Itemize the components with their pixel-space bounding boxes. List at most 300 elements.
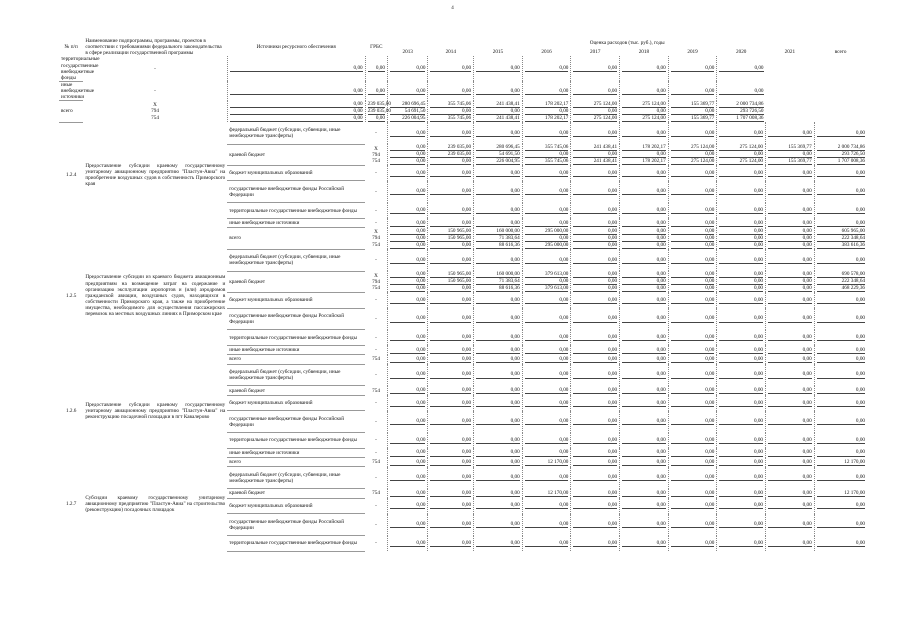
value-cell (717, 386, 766, 395)
value-cell (428, 308, 474, 330)
value: 0,00 (768, 271, 812, 278)
value-cell (428, 122, 474, 144)
value-cell (387, 364, 428, 386)
value-cell (474, 218, 523, 227)
grbs-value: - (375, 371, 377, 378)
value: 0,00 (525, 371, 569, 378)
value-cell (766, 249, 815, 271)
value-cell (766, 144, 815, 165)
value: 0,00 (430, 356, 471, 363)
value: 0,00 (622, 88, 666, 95)
value: 0,00 (525, 297, 569, 304)
value: 0,00 (573, 334, 617, 341)
value-cell (474, 489, 523, 498)
value-cell (428, 411, 474, 433)
value: 0,00 (476, 334, 520, 341)
value: 12 170,00 (817, 490, 865, 497)
value-cell (717, 228, 766, 249)
value: 0,00 (671, 130, 715, 137)
value: 383 616,36 (817, 242, 865, 249)
source-cell: краевой бюджет (227, 489, 365, 498)
value-cell (387, 448, 428, 457)
value: 0,00 (573, 228, 617, 235)
value-cell (227, 56, 365, 81)
value-cell (474, 181, 523, 203)
value: 0,00 (768, 297, 812, 304)
row-number: 1.2.6 (65, 407, 77, 414)
value: 0,00 (525, 418, 569, 425)
value-cell (387, 228, 428, 249)
value: 0,00 (390, 170, 426, 177)
grbs-cell (365, 411, 387, 433)
value: 0,00 (476, 220, 520, 227)
value: 0,00 (573, 490, 617, 497)
value: 0,00 (768, 257, 812, 264)
value: 0,00 (573, 278, 617, 285)
value: 0,00 (622, 437, 666, 444)
value-cell (717, 433, 766, 449)
grbs-value: - (375, 315, 377, 322)
value: 0,00 (622, 356, 666, 363)
value-cell (522, 345, 571, 354)
value: 0,00 (390, 459, 426, 466)
value: 0,00 (622, 207, 666, 214)
value: 0,00 (671, 371, 715, 378)
value: 0,00 (430, 315, 471, 322)
value-cell (717, 144, 766, 165)
value-cell (522, 489, 571, 498)
header-year: 2021 (784, 48, 796, 55)
value-cell (766, 355, 815, 364)
value: 0,00 (525, 474, 569, 481)
value: 0,00 (476, 170, 520, 177)
value-cell (766, 271, 815, 292)
value: 0,00 (573, 170, 617, 177)
value: 0,00 (390, 207, 426, 214)
value-cell (474, 228, 523, 249)
value: 0,00 (476, 207, 520, 214)
value-cell (474, 395, 523, 411)
value: 150 965,00 (430, 235, 471, 242)
value: 239 035,00 (367, 100, 391, 107)
value-cell (522, 536, 571, 552)
value-cell (766, 330, 815, 346)
value: 0,00 (622, 334, 666, 341)
value-cell (428, 489, 474, 498)
value: 0,00 (817, 297, 865, 304)
row-number: 1.2.7 (65, 501, 77, 508)
value: 155 369,77 (768, 158, 812, 165)
value-cell (474, 56, 523, 81)
value: 0,00 (573, 371, 617, 378)
value: 275 124,00 (573, 101, 617, 108)
value-cell (766, 433, 815, 449)
value-cell (668, 536, 717, 552)
value: 0,00 (622, 418, 666, 425)
grbs-value: - (375, 220, 377, 227)
value-cell (571, 411, 620, 433)
grbs-cell (365, 458, 387, 467)
value: 0,00 (390, 130, 426, 137)
value: 0,00 (817, 474, 865, 481)
value-cell (766, 228, 815, 249)
value-cell (814, 411, 867, 433)
value-cell (620, 165, 669, 181)
value-cell (387, 536, 428, 552)
value-cell (571, 203, 620, 219)
value: 0,00 (671, 347, 715, 354)
grbs-value: 754 (372, 490, 380, 497)
value: 0,00 (430, 387, 471, 394)
value: 0,00 (817, 130, 865, 137)
value: 71 383,64 (476, 278, 520, 285)
value-cell (766, 203, 815, 219)
value-cell (571, 536, 620, 552)
value: 293 726,50 (817, 151, 865, 158)
value-cell (571, 395, 620, 411)
value: 0,00 (671, 228, 715, 235)
header-year: 2015 (492, 48, 504, 55)
value-cell (571, 364, 620, 386)
value-cell (766, 411, 815, 433)
value: 0,00 (390, 437, 426, 444)
value: 88 616,36 (476, 285, 520, 292)
value: 12 170,00 (817, 459, 865, 466)
value: 0,00 (525, 65, 569, 72)
grbs-value: - (375, 418, 377, 425)
value: 222 348,64 (817, 278, 865, 285)
value-cell (428, 181, 474, 203)
source-cell: федеральный бюджет (субсидии, субвенции, иные межбюджетные трансферты) (227, 249, 365, 271)
value-cell (766, 514, 815, 536)
value: 0,00 (622, 474, 666, 481)
value: 0,00 (430, 188, 471, 195)
value-cell (668, 395, 717, 411)
value-cell (522, 467, 571, 489)
value-cell (717, 218, 766, 227)
value-cell (571, 458, 620, 467)
value: 0,00 (390, 65, 426, 72)
value: 0,00 (390, 371, 426, 378)
value-cell (668, 308, 717, 330)
value: 0,00 (719, 170, 763, 177)
value-cell (428, 228, 474, 249)
value: 0,00 (817, 170, 865, 177)
value: 0,00 (671, 334, 715, 341)
value-cell (522, 228, 571, 249)
value: 0,00 (671, 449, 715, 456)
grbs-cell (365, 144, 387, 165)
value: 0,00 (768, 387, 812, 394)
value-cell (620, 458, 669, 467)
value-cell (620, 536, 669, 552)
value-cell (387, 181, 428, 203)
value: 0,00 (476, 540, 520, 547)
value: 0,00 (768, 242, 812, 249)
value-cell (522, 271, 571, 292)
value-cell (474, 536, 523, 552)
value-cell (814, 292, 867, 308)
value-cell (571, 81, 620, 100)
value: 0,00 (671, 220, 715, 227)
value-cell (428, 56, 474, 81)
value-cell (814, 514, 867, 536)
value: 0,00 (768, 418, 812, 425)
value-cell (620, 228, 669, 249)
value-cell (428, 386, 474, 395)
value: 0,00 (622, 449, 666, 456)
value: 0,00 (671, 257, 715, 264)
grbs-value: 754 (372, 157, 380, 164)
value-cell (522, 364, 571, 386)
value-cell (668, 292, 717, 308)
value: 0,00 (671, 235, 715, 242)
value-cell (571, 514, 620, 536)
value: 0,00 (430, 334, 471, 341)
value: 0,00 (390, 228, 426, 235)
grbs-value: 754 (372, 459, 380, 466)
grbs-value: 794 (151, 108, 159, 115)
value: 0,00 (573, 257, 617, 264)
value: 0,00 (430, 540, 471, 547)
table-row (59, 101, 867, 122)
value: 88 616,36 (476, 242, 520, 249)
value: 0,00 (476, 88, 520, 95)
value: 0,00 (768, 188, 812, 195)
value-cell (814, 386, 867, 395)
value: 0,00 (573, 521, 617, 528)
value-cell (522, 122, 571, 144)
grbs-cell (83, 81, 227, 100)
value: 241 438,41 (573, 144, 617, 151)
value: 0,00 (671, 88, 715, 95)
value: 0,00 (525, 347, 569, 354)
value-cell (814, 448, 867, 457)
value-cell (387, 144, 428, 165)
value-cell (620, 498, 669, 514)
value-cell (620, 386, 669, 395)
value-cell (428, 203, 474, 219)
value: 0,00 (719, 490, 763, 497)
value: 0,00 (719, 285, 763, 292)
value: 0,00 (573, 474, 617, 481)
source-cell: бюджет муниципальных образований (227, 292, 365, 308)
table-row-start (59, 122, 867, 144)
source-cell: краевой бюджет (227, 386, 365, 395)
value: 0,00 (390, 474, 426, 481)
value-cell (620, 181, 669, 203)
value: 0,00 (476, 188, 520, 195)
value-cell (717, 448, 766, 457)
value-cell (571, 249, 620, 271)
value: 0,00 (817, 220, 865, 227)
value-cell (814, 536, 867, 552)
grbs-value: - (375, 207, 377, 214)
value-cell (474, 122, 523, 144)
value-cell (522, 386, 571, 395)
source-cell: бюджет муниципальных образований (227, 165, 365, 181)
grbs-cell (365, 345, 387, 354)
value-cell (428, 433, 474, 449)
value-cell (620, 514, 669, 536)
source-cell: государственные внебюджетные фонды Российской Федерации (227, 308, 365, 330)
value: 0,00 (671, 65, 715, 72)
value: 0,00 (390, 334, 426, 341)
value: 295 000,00 (525, 242, 569, 249)
value-cell (814, 395, 867, 411)
value: 0,00 (476, 371, 520, 378)
value-cell (522, 144, 571, 165)
value-cell (620, 489, 669, 498)
value: 0,00 (390, 242, 426, 249)
value: 280 696,45 (476, 144, 520, 151)
value: 0,00 (671, 459, 715, 466)
value: 0,00 (525, 334, 569, 341)
value: 0,00 (476, 449, 520, 456)
value: 0,00 (476, 130, 520, 137)
value-cell (387, 249, 428, 271)
grbs-cell (365, 536, 387, 552)
value: 0,00 (390, 151, 426, 158)
value: 0,00 (390, 387, 426, 394)
value-cell (474, 458, 523, 467)
value: 0,00 (622, 459, 666, 466)
source-cell: государственные внебюджетные фонды Российской Федерации (227, 514, 365, 536)
value-cell (571, 448, 620, 457)
value: 0,00 (390, 220, 426, 227)
value: 0,00 (719, 207, 763, 214)
value-cell (620, 81, 669, 100)
value-cell (717, 364, 766, 386)
value: 0,00 (719, 334, 763, 341)
value: 0,00 (573, 285, 617, 292)
value: 0,00 (573, 437, 617, 444)
value-cell (387, 122, 428, 144)
value-cell (474, 448, 523, 457)
value: 0,00 (671, 315, 715, 322)
value: 0,00 (719, 418, 763, 425)
value: 0,00 (525, 502, 569, 509)
value-cell (522, 56, 571, 81)
source-cell: территориальные государственные внебюджетные фонды (227, 536, 365, 552)
value: 0,00 (430, 65, 471, 72)
value: 0,00 (817, 356, 865, 363)
value: 0,00 (719, 228, 763, 235)
value-cell (428, 355, 474, 364)
value: 0,00 (622, 257, 666, 264)
value-cell (387, 165, 428, 181)
value: 178 202,17 (622, 144, 666, 151)
grbs-cell (365, 249, 387, 271)
value: 0,00 (368, 115, 385, 122)
value: 379 613,00 (525, 271, 569, 278)
grbs-value: - (154, 65, 156, 72)
value: 0,00 (476, 257, 520, 264)
value: 0,00 (817, 188, 865, 195)
value: 0,00 (390, 521, 426, 528)
value-cell (428, 536, 474, 552)
value: 0,00 (622, 400, 666, 407)
value: 0,00 (430, 347, 471, 354)
value: 0,00 (525, 437, 569, 444)
value: 239 035,00 (430, 144, 471, 151)
value: 0,00 (671, 108, 715, 115)
value-cell (717, 330, 766, 346)
value: 0,00 (719, 474, 763, 481)
value-cell (428, 364, 474, 386)
value: 0,00 (525, 257, 569, 264)
value: 0,00 (622, 285, 666, 292)
value-cell (428, 467, 474, 489)
grbs-cell (83, 101, 227, 122)
table-row-start (59, 458, 867, 467)
value: 0,00 (671, 207, 715, 214)
value: 155 369,77 (768, 144, 812, 151)
header-year: 2017 (590, 48, 601, 55)
value: 2 000 734,86 (817, 144, 865, 151)
value-cell (387, 81, 428, 100)
grbs-cell (365, 271, 387, 292)
value: 0,00 (719, 220, 763, 227)
value: 150 965,00 (430, 271, 471, 278)
value-cell (474, 433, 523, 449)
value: 0,00 (430, 108, 471, 115)
value-cell (522, 81, 571, 100)
value: 0,00 (817, 521, 865, 528)
value-cell (474, 345, 523, 354)
value-cell (387, 467, 428, 489)
value: 0,00 (671, 170, 715, 177)
value: 0,00 (671, 437, 715, 444)
value: 0,00 (719, 271, 763, 278)
value: 0,00 (573, 220, 617, 227)
value-cell (387, 203, 428, 219)
grbs-cell (365, 355, 387, 364)
value: 0,00 (768, 278, 812, 285)
value-cell (814, 433, 867, 449)
value: 0,00 (671, 474, 715, 481)
value: 0,00 (368, 88, 385, 95)
value: 0,00 (230, 88, 363, 95)
value-cell (668, 458, 717, 467)
value: 0,00 (390, 540, 426, 547)
row-number: 1.2.5 (65, 292, 77, 299)
value: 226 004,95 (390, 115, 426, 122)
value: 0,00 (430, 257, 471, 264)
value-cell (814, 218, 867, 227)
grbs-value: X (153, 102, 157, 109)
value: 0,00 (671, 297, 715, 304)
value-cell (766, 181, 815, 203)
value: 0,00 (768, 449, 812, 456)
value: 0,00 (622, 65, 666, 72)
value-cell (814, 249, 867, 271)
value: 0,00 (719, 130, 763, 137)
value-cell (668, 345, 717, 354)
value-cell (571, 122, 620, 144)
grbs-value: 754 (372, 284, 380, 291)
value: 0,00 (390, 356, 426, 363)
value: 12 170,00 (525, 490, 569, 497)
value: 0,00 (622, 347, 666, 354)
value-cell (428, 249, 474, 271)
row-name: Предоставление субсидии краевому государственному унитарному авиационному предприятию "Пластун-Авиа" на приобретение воздушных судов в собственность Приморского края (85, 162, 226, 188)
value-cell (717, 355, 766, 364)
value-cell (668, 364, 717, 386)
value-cell (474, 249, 523, 271)
value: 1 707 008,36 (719, 115, 763, 122)
value-cell (814, 345, 867, 354)
